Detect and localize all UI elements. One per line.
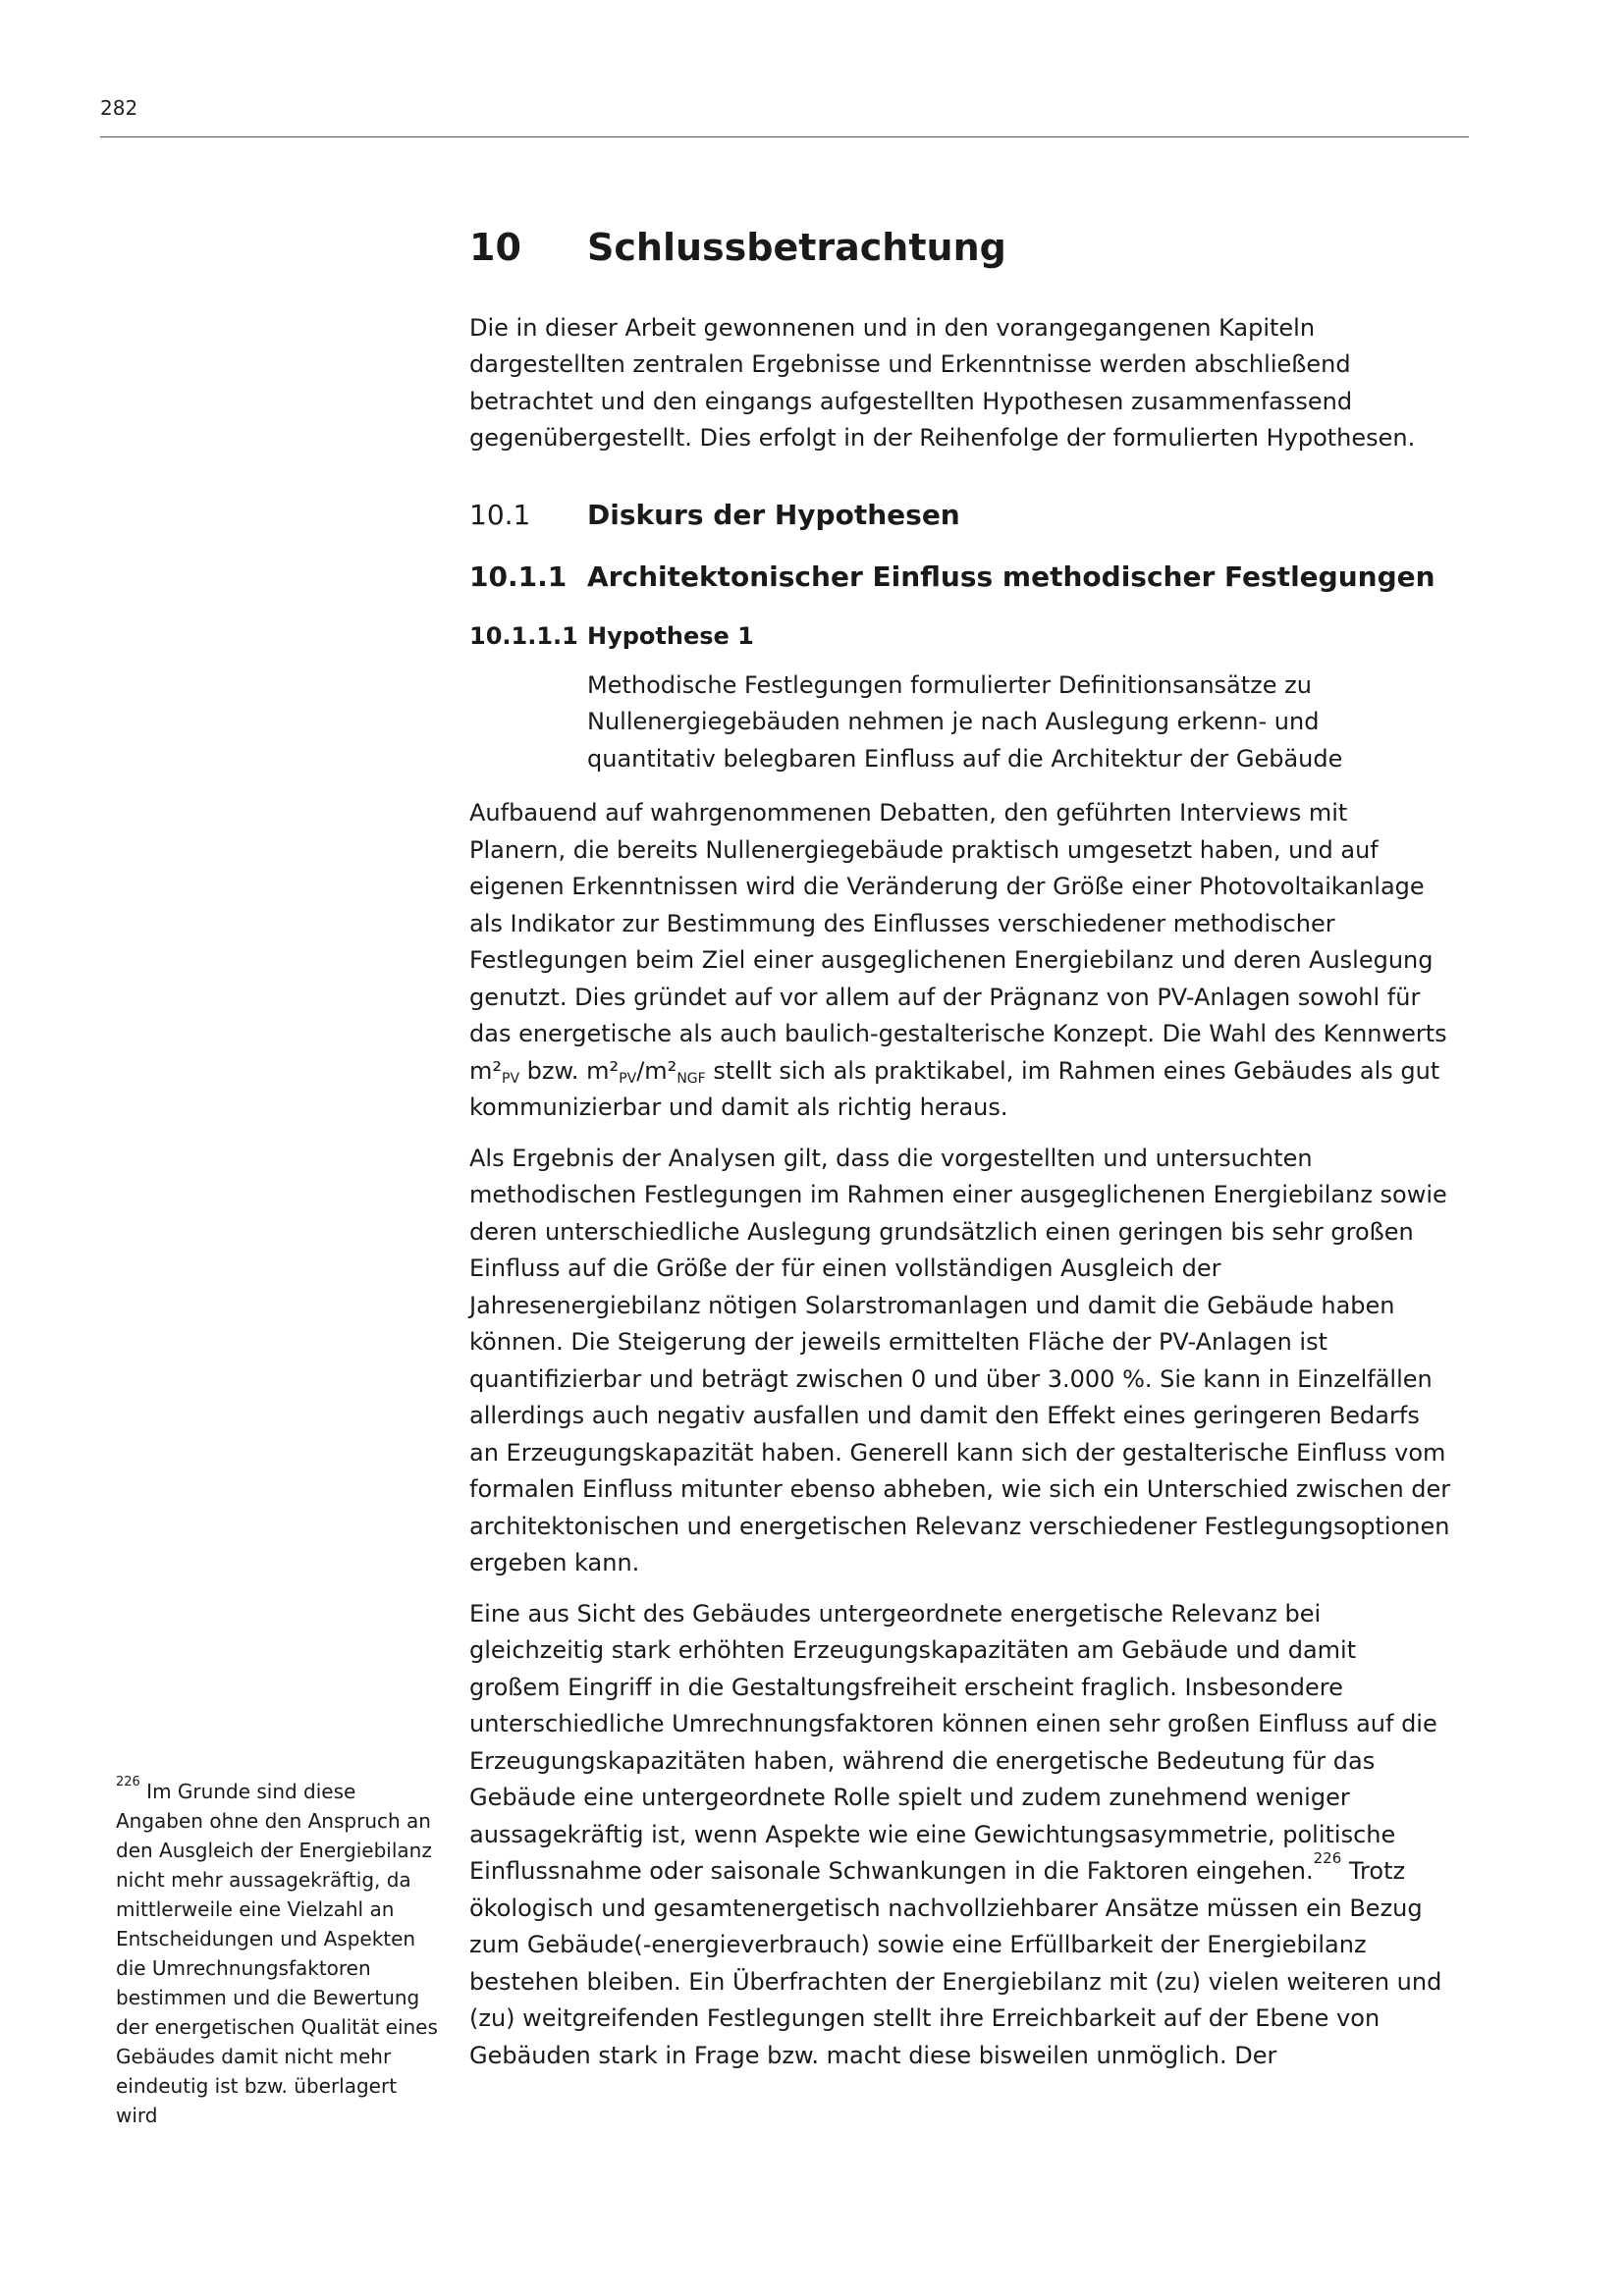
- subscript-ngf: NGF: [677, 1070, 706, 1087]
- subsubsection-heading: [469, 622, 1451, 650]
- paragraph-1: [469, 795, 1451, 1127]
- intro-paragraph: Die in dieser Arbeit gewonnenen und in den vorangegangenen Kapiteln dargestellten zentralen Ergebnisse und Erkenntnisse werden abschließend betrachtet und den eingangs aufgestellten Hypothesen zusammenfassend gegenübergestellt. Dies erfolgt in der Reihenfolge der formulierten Hypothesen.: [469, 313, 1416, 453]
- subsubsection-number: 10.1.1.1: [469, 621, 578, 650]
- paragraph-1-part2: bzw. m²: [519, 1056, 620, 1085]
- subsubsection-title: Hypothese 1: [587, 621, 754, 650]
- paragraph-3-part2: Trotz ökologisch und gesamtenergetisch nachvollziehbarer Ansätze müssen ein Bezug zum Gebäude(-energieverbrauch) sowie eine Erfüllbarkeit der Energiebilanz bestehen bleiben. Ein Überfrachten der Energiebilanz mit (zu) vielen weiteren und (zu) weitgreifenden Festlegungen stellt ihre Erreichbarkeit auf der Ebene von Gebäuden stark in Frage bzw. macht diese bisweilen unmöglich. Der: [469, 1857, 1442, 2069]
- section-heading: [469, 499, 1451, 531]
- subsection-number: 10.1.1: [469, 560, 568, 593]
- paragraph-2: Als Ergebnis der Analysen gilt, dass die vorgestellten und untersuchten methodischen Festlegungen im Rahmen einer ausgeglichenen Energiebilanz sowie deren unterschiedliche Auslegung grundsätzlich einen geringen bis sehr großen Einfluss auf die Größe der für einen vollständigen Ausgleich der Jahresenergiebilanz nötigen Solarstromanlagen und damit die Gebäude haben können. Die Steigerung der jeweils ermittelten Fläche der PV-Anlagen ist quantifizierbar und beträgt zwischen 0 und über 3.000 %. Sie kann in Einzelfällen allerdings auch negativ ausfallen und damit den Effekt eines geringeren Bedarfs an Erzeugungskapazität haben. Generell kann sich der gestalterische Einfluss vom formalen Einfluss mitunter ebenso abheben, wie sich ein Unterschied zwischen der architektonischen und energetischen Relevanz verschiedener Festlegungsoptionen ergeben kann.: [469, 1144, 1451, 1577]
- subscript-pv-1: PV: [502, 1070, 520, 1087]
- paragraph-3-part1: Eine aus Sicht des Gebäudes untergeordnete energetische Relevanz bei gleichzeitig stark erhöhten Erzeugungskapazitäten am Gebäude und damit großem Eingriff in die Gestaltungsfreiheit erscheint fraglich. Insbesondere unterschiedliche Umrechnungsfaktoren können einen sehr großen Einfluss auf die Erzeugungskapazitäten haben, während die energetische Bedeutung für das Gebäude eine untergeordnete Rolle spielt und zudem zunehmend weniger aussagekräftig ist, wenn Aspekte wie eine Gewichtungsasymmetrie, politische Einflussnahme oder saisonale Schwankungen in die Faktoren eingehen.: [469, 1599, 1437, 1886]
- subscript-pv-2: PV: [619, 1070, 637, 1087]
- paragraph-1-part3: /m²: [636, 1056, 677, 1085]
- chapter-number: 10: [469, 226, 521, 269]
- chapter-title: Schlussbetrachtung: [587, 226, 1006, 269]
- paragraph-1-part4: stellt sich als praktikabel, im Rahmen eines Gebäudes als gut kommunizierbar und damit als richtig heraus.: [469, 1056, 1440, 1122]
- section-number: 10.1: [469, 498, 531, 531]
- footnote-text: Im Grunde sind diese Angaben ohne den Anspruch an den Ausgleich der Energiebilanz nicht mehr aussagekräftig, da mittlerweile eine Vielzahl an Entscheidungen und Aspekten die Umrechnungsfaktoren bestimmen und die Bewertung der energetischen Qualität eines Gebäudes damit nicht mehr eindeutig ist bzw. überlagert wird: [116, 1780, 438, 2127]
- subsection-heading: [469, 561, 1451, 593]
- footnote-reference[interactable]: 226: [1313, 1849, 1342, 1868]
- main-content: [469, 226, 1451, 2088]
- chapter-heading: [469, 226, 1451, 271]
- footnote-number: 226: [116, 1775, 140, 1789]
- side-footnote: [116, 1777, 440, 2130]
- paragraph-3: [469, 1596, 1451, 2075]
- hypothesis-statement: Methodische Festlegungen formulierter Definitionsansätze zu Nullenergiegebäuden nehmen je nach Auslegung erkenn- und quantitativ belegbaren Einfluss auf die Architektur der Gebäude: [587, 670, 1343, 773]
- header-rule: [100, 136, 1469, 137]
- subsection-title: Architektonischer Einfluss methodischer Festlegungen: [587, 560, 1435, 593]
- page-number: 282: [100, 96, 138, 120]
- paragraph-1-part1: Aufbauend auf wahrgenommenen Debatten, den geführten Interviews mit Planern, die bereits Nullenergiegebäude praktisch umgesetzt haben, und auf eigenen Erkenntnissen wird die Veränderung der Größe einer Photovoltaikanlage als Indikator zur Bestimmung des Einflusses verschiedener methodischer Festlegungen beim Ziel einer ausgeglichenen Energiebilanz und deren Auslegung genutzt. Dies gründet auf vor allem auf der Prägnanz von PV-Anlagen sowohl für das energetische als auch baulich-gestalterische Konzept. Die Wahl des Kennwerts m²: [469, 799, 1447, 1085]
- section-title: Diskurs der Hypothesen: [587, 498, 960, 531]
